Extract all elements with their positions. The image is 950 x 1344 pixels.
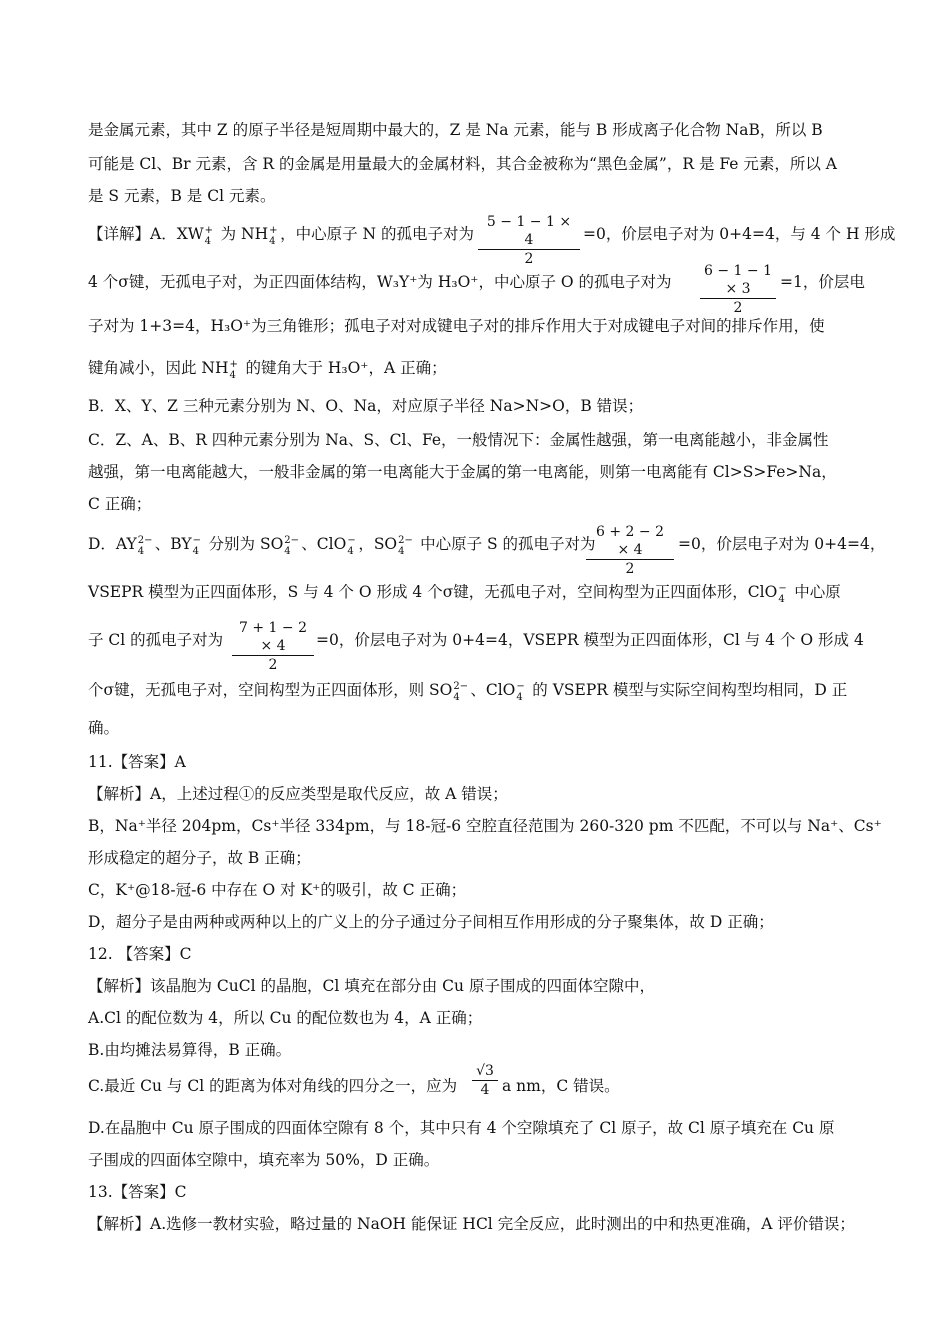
option-b-line: B．X、Y、Z 三种元素分别为 N、O、Na，对应原子半径 Na>N>O，B 错误；: [88, 397, 644, 415]
option-d-line-3: 子 Cl 的孤电子对为: [88, 631, 224, 649]
q12-line-5: D.在晶胞中 Cu 原子围成的四面体空隙有 8 个，其中只有 4 个空隙填充了 Cl 原子，故 Cl 原子填充在 Cu 原: [88, 1119, 835, 1137]
q13-answer: 13.【答案】C: [88, 1183, 187, 1201]
fraction-n-lone-pair: $\frac{5 - 1 - 1 \times 4}{2}$: [478, 213, 580, 268]
q12-line-3: B.由均摊法易算得，B 正确。: [88, 1041, 292, 1059]
option-d-line-2: VSEPR 模型为正四面体形，S 与 4 个 O 形成 4 个σ键，无孤电子对，空间构型为正四面体形，ClO − 4 中心原: [88, 583, 841, 605]
q11-line-3: 形成稳定的超分子，故 B 正确；: [88, 849, 311, 867]
option-d-line-4: 个σ键，无孤电子对，空间构型为正四面体形，则 SO 2− 4 、ClO − 4 的 VSEPR 模型与实际空间构型均相同，D 正: [88, 681, 848, 703]
nh4-ion: + 4: [229, 359, 238, 381]
nh4-ion: + 4: [269, 225, 278, 247]
by4-ion: − 4: [192, 535, 201, 557]
q11-line-1: 【解析】A，上述过程①的反应类型是取代反应，故 A 错误；: [88, 785, 508, 803]
detail-a-line-2: 4 个σ键，无孤电子对，为正四面体结构，W₃Y⁺为 H₃O⁺，中心原子 O 的孤电子对为: [88, 273, 672, 291]
q12-line-2: A.Cl 的配位数为 4，所以 Cu 的配位数也为 4，A 正确；: [88, 1009, 483, 1027]
clo4-ion: − 4: [778, 583, 787, 605]
detail-a-line-1-tail: =0，价层电子对为 0+4=4，与 4 个 H 形成: [583, 225, 896, 243]
detail-a-post: ，中心原子 N 的孤电子对为: [280, 225, 475, 243]
fraction-cl-lone-pair: $\frac{7 + 1 - 2 \times 4}{2}$: [232, 619, 314, 674]
clo4-ion: − 4: [347, 535, 356, 557]
intro-line-2: 可能是 Cl、Br 元素，含 R 的金属是用量最大的金属材料，其合金被称为“黑色金属”，R 是 Fe 元素，所以 A: [88, 155, 837, 173]
detail-a-line-2-tail: =1，价层电: [780, 273, 865, 291]
q11-line-2: B，Na⁺半径 204pm，Cs⁺半径 334pm，与 18-冠-6 空腔直径范围为 260-320 pm 不匹配，不可以与 Na⁺、Cs⁺: [88, 817, 882, 835]
q11-answer: 11.【答案】A: [88, 753, 186, 771]
option-d-line-1-tail: =0，价层电子对为 0+4=4，: [678, 535, 886, 553]
option-c-line-3: C 正确；: [88, 495, 152, 513]
ay4-ion: 2− 4: [137, 535, 153, 557]
q11-line-4: C，K⁺@18-冠-6 中存在 O 对 K⁺的吸引，故 C 正确；: [88, 881, 467, 899]
clo4-ion: − 4: [516, 681, 525, 703]
intro-line-3: 是 S 元素，B 是 Cl 元素。: [88, 187, 276, 205]
fraction-sqrt3-over-4: $\frac{√3}{4}$: [472, 1062, 498, 1099]
option-d-line-3-tail: =0，价层电子对为 0+4=4，VSEPR 模型为正四面体形，Cl 与 4 个 O 形成 4: [316, 631, 864, 649]
q11-line-5: D，超分子是由两种或两种以上的广义上的分子通过分子间相互作用形成的分子聚集体，故 D 正确；: [88, 913, 774, 931]
q12-line-1: 【解析】该晶胞为 CuCl 的晶胞，Cl 填充在部分由 Cu 原子围成的四面体空隙中，: [88, 977, 655, 995]
option-c-line-2: 越强，第一电离能越大，一般非金属的第一电离能大于金属的第一电离能，则第一电离能有 Cl>S>Fe>Na，: [88, 463, 837, 481]
q12-line-4-tail: a nm，C 错误。: [502, 1077, 620, 1095]
option-c-line-1: C．Z、A、B、R 四种元素分别为 Na、S、Cl、Fe，一般情况下：金属性越强，第一电离能越小，非金属性: [88, 431, 829, 449]
so4-ion: 2− 4: [453, 681, 469, 703]
q13-line-1: 【解析】A.选修一教材实验，略过量的 NaOH 能保证 HCl 完全反应，此时测出的中和热更准确，A 评价错误；: [88, 1215, 855, 1233]
fraction-s-lone-pair: $\frac{6 + 2 - 2 \times 4}{2}$: [586, 523, 674, 578]
fraction-o-lone-pair: $\frac{6 - 1 - 1 \times 3}{2}$: [700, 262, 776, 317]
xw4-ion: + 4: [204, 225, 214, 247]
option-d-line-5: 确。: [88, 719, 120, 737]
so4-ion: 2− 4: [398, 535, 413, 557]
q12-line-6: 子围成的四面体空隙中，填充率为 50%，D 正确。: [88, 1151, 440, 1169]
detail-a-line-1: [88, 224, 475, 247]
q12-line-4: C.最近 Cu 与 Cl 的距离为体对角线的四分之一，应为: [88, 1077, 458, 1095]
detail-a-prefix: 【详解】A．XW: [88, 225, 204, 243]
option-d-line-1: D．AY 2− 4 、BY − 4 分别为 SO 2− 4 、ClO − 4 ，SO 2− 4 中心原子 S 的孤电子对为: [88, 535, 596, 557]
detail-a-mid: 为 NH: [215, 225, 269, 243]
detail-a-line-3: 子对为 1+3=4，H₃O⁺为三角锥形；孤电子对对成键电子对的排斥作用大于对成键电子对间的排斥作用，使: [88, 317, 825, 335]
so4-ion: 2− 4: [284, 535, 300, 557]
q12-answer: 12. 【答案】C: [88, 945, 192, 963]
detail-a-line-4: 键角减小，因此 NH + 4 的键角大于 H₃O⁺，A 正确；: [88, 359, 447, 381]
intro-line-1: 是金属元素，其中 Z 的原子半径是短周期中最大的，Z 是 Na 元素，能与 B 形成离子化合物 NaB，所以 B: [88, 121, 823, 139]
